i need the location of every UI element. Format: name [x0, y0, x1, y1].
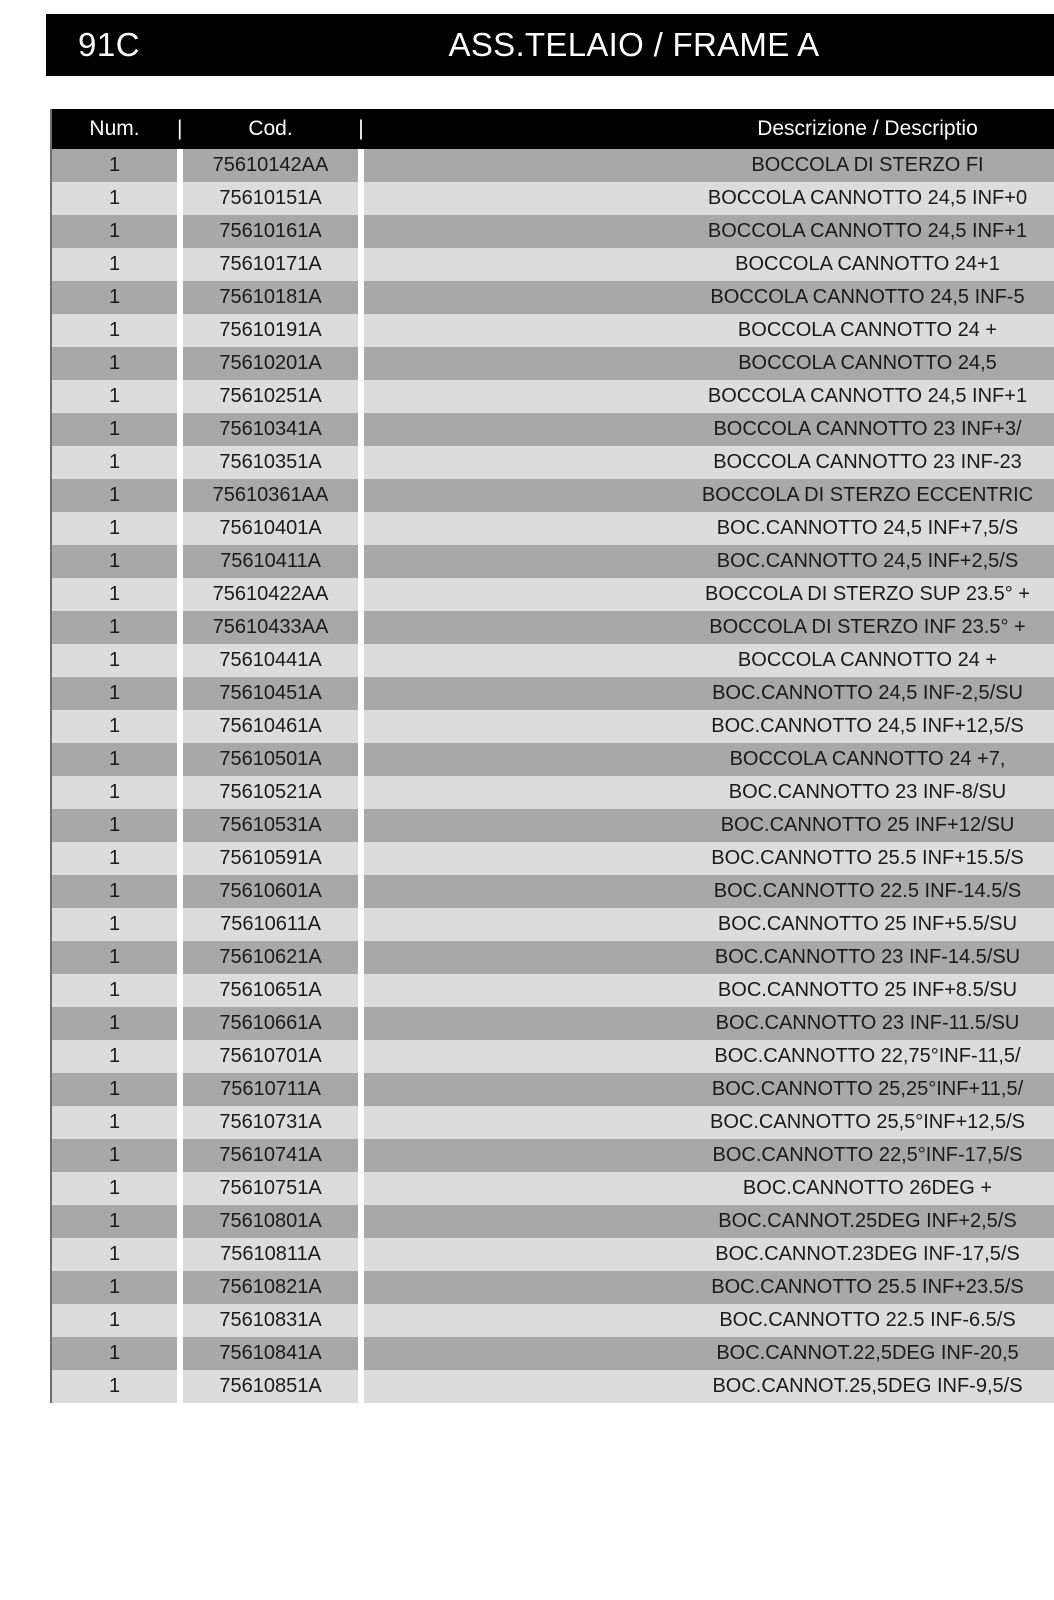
table-row — [51, 1106, 1054, 1139]
cell-cod: 75610751A — [183, 1172, 358, 1205]
column-header-num: Num. — [51, 109, 177, 149]
table-row — [51, 1205, 1054, 1238]
cell-description: BOCCOLA CANNOTTO 23 INF-23 — [364, 446, 1054, 479]
cell-description: BOC.CANNOT.23DEG INF-17,5/S — [364, 1238, 1054, 1271]
cell-num: 1 — [51, 1139, 177, 1172]
cell-cod: 75610341A — [183, 413, 358, 446]
cell-num: 1 — [51, 479, 177, 512]
table-row — [51, 743, 1054, 776]
cell-num: 1 — [51, 809, 177, 842]
table-row — [51, 1073, 1054, 1106]
table-row — [51, 512, 1054, 545]
table-row — [51, 1172, 1054, 1205]
cell-description: BOCCOLA CANNOTTO 24,5 INF+1 — [364, 215, 1054, 248]
cell-description: BOCCOLA CANNOTTO 24 +7, — [364, 743, 1054, 776]
cell-cod: 75610151A — [183, 182, 358, 215]
table-row — [51, 446, 1054, 479]
parts-table-container — [50, 109, 1054, 1403]
cell-description: BOC.CANNOTTO 22,5°INF-17,5/S — [364, 1139, 1054, 1172]
cell-description: BOC.CANNOTTO 26DEG + — [364, 1172, 1054, 1205]
cell-num: 1 — [51, 644, 177, 677]
cell-description: BOC.CANNOT.25,5DEG INF-9,5/S — [364, 1370, 1054, 1403]
table-row — [51, 941, 1054, 974]
cell-cod: 75610422AA — [183, 578, 358, 611]
cell-cod: 75610651A — [183, 974, 358, 1007]
table-row — [51, 545, 1054, 578]
cell-cod: 75610851A — [183, 1370, 358, 1403]
title-bar — [46, 14, 1054, 76]
cell-description: BOCCOLA DI STERZO SUP 23.5° + — [364, 578, 1054, 611]
page-title: ASS.TELAIO / FRAME A — [448, 26, 820, 63]
table-row — [51, 611, 1054, 644]
table-row — [51, 578, 1054, 611]
page-code: 91C — [78, 26, 141, 63]
table-header-row — [51, 109, 1054, 149]
cell-num: 1 — [51, 677, 177, 710]
column-separator-1: | — [177, 109, 183, 149]
cell-num: 1 — [51, 1172, 177, 1205]
cell-num: 1 — [51, 1238, 177, 1271]
cell-cod: 75610171A — [183, 248, 358, 281]
cell-cod: 75610251A — [183, 380, 358, 413]
cell-num: 1 — [51, 743, 177, 776]
cell-cod: 75610601A — [183, 875, 358, 908]
cell-num: 1 — [51, 611, 177, 644]
cell-num: 1 — [51, 1106, 177, 1139]
table-row — [51, 710, 1054, 743]
table-row — [51, 1337, 1054, 1370]
cell-description: BOC.CANNOTTO 22.5 INF-6.5/S — [364, 1304, 1054, 1337]
cell-cod: 75610191A — [183, 314, 358, 347]
cell-num: 1 — [51, 182, 177, 215]
cell-num: 1 — [51, 1271, 177, 1304]
cell-num: 1 — [51, 248, 177, 281]
cell-description: BOCCOLA CANNOTTO 24,5 INF-5 — [364, 281, 1054, 314]
table-row — [51, 281, 1054, 314]
cell-cod: 75610701A — [183, 1040, 358, 1073]
cell-cod: 75610731A — [183, 1106, 358, 1139]
cell-cod: 75610161A — [183, 215, 358, 248]
cell-cod: 75610411A — [183, 545, 358, 578]
cell-num: 1 — [51, 446, 177, 479]
table-row — [51, 842, 1054, 875]
cell-cod: 75610591A — [183, 842, 358, 875]
cell-num: 1 — [51, 710, 177, 743]
table-row — [51, 974, 1054, 1007]
cell-description: BOC.CANNOTTO 25 INF+8.5/SU — [364, 974, 1054, 1007]
cell-description: BOC.CANNOTTO 22.5 INF-14.5/S — [364, 875, 1054, 908]
table-row — [51, 1370, 1054, 1403]
cell-description: BOC.CANNOTTO 23 INF-8/SU — [364, 776, 1054, 809]
cell-description: BOCCOLA CANNOTTO 24,5 — [364, 347, 1054, 380]
cell-description: BOCCOLA DI STERZO ECCENTRIC — [364, 479, 1054, 512]
cell-cod: 75610451A — [183, 677, 358, 710]
table-row — [51, 380, 1054, 413]
cell-cod: 75610142AA — [183, 149, 358, 182]
cell-description: BOC.CANNOTTO 23 INF-14.5/SU — [364, 941, 1054, 974]
table-row — [51, 1271, 1054, 1304]
cell-description: BOC.CANNOTTO 25.5 INF+15.5/S — [364, 842, 1054, 875]
cell-description: BOC.CANNOTTO 24,5 INF+2,5/S — [364, 545, 1054, 578]
cell-num: 1 — [51, 545, 177, 578]
cell-description: BOC.CANNOTTO 25 INF+5.5/SU — [364, 908, 1054, 941]
table-row — [51, 215, 1054, 248]
cell-description: BOCCOLA CANNOTTO 24,5 INF+1 — [364, 380, 1054, 413]
cell-description: BOC.CANNOTTO 25,25°INF+11,5/ — [364, 1073, 1054, 1106]
table-row — [51, 908, 1054, 941]
cell-num: 1 — [51, 842, 177, 875]
cell-cod: 75610621A — [183, 941, 358, 974]
cell-cod: 75610361AA — [183, 479, 358, 512]
cell-num: 1 — [51, 875, 177, 908]
cell-cod: 75610741A — [183, 1139, 358, 1172]
cell-description: BOC.CANNOTTO 25 INF+12/SU — [364, 809, 1054, 842]
cell-cod: 75610801A — [183, 1205, 358, 1238]
cell-num: 1 — [51, 1073, 177, 1106]
cell-description: BOCCOLA CANNOTTO 24,5 INF+0 — [364, 182, 1054, 215]
cell-num: 1 — [51, 578, 177, 611]
cell-description: BOC.CANNOTTO 22,75°INF-11,5/ — [364, 1040, 1054, 1073]
table-row — [51, 248, 1054, 281]
table-row — [51, 182, 1054, 215]
cell-cod: 75610531A — [183, 809, 358, 842]
cell-num: 1 — [51, 413, 177, 446]
cell-cod: 75610401A — [183, 512, 358, 545]
cell-cod: 75610441A — [183, 644, 358, 677]
cell-cod: 75610181A — [183, 281, 358, 314]
cell-cod: 75610351A — [183, 446, 358, 479]
table-row — [51, 1007, 1054, 1040]
cell-num: 1 — [51, 941, 177, 974]
table-row — [51, 479, 1054, 512]
cell-num: 1 — [51, 776, 177, 809]
cell-num: 1 — [51, 1007, 177, 1040]
cell-num: 1 — [51, 1304, 177, 1337]
table-row — [51, 677, 1054, 710]
cell-num: 1 — [51, 974, 177, 1007]
cell-num: 1 — [51, 347, 177, 380]
cell-description: BOC.CANNOTTO 25.5 INF+23.5/S — [364, 1271, 1054, 1304]
table-row — [51, 1304, 1054, 1337]
cell-cod: 75610433AA — [183, 611, 358, 644]
cell-description: BOCCOLA CANNOTTO 23 INF+3/ — [364, 413, 1054, 446]
cell-description: BOC.CANNOT.25DEG INF+2,5/S — [364, 1205, 1054, 1238]
cell-cod: 75610661A — [183, 1007, 358, 1040]
cell-num: 1 — [51, 149, 177, 182]
cell-num: 1 — [51, 1337, 177, 1370]
table-row — [51, 875, 1054, 908]
cell-num: 1 — [51, 1040, 177, 1073]
cell-num: 1 — [51, 1205, 177, 1238]
cell-cod: 75610501A — [183, 743, 358, 776]
cell-description: BOC.CANNOTTO 24,5 INF-2,5/SU — [364, 677, 1054, 710]
cell-num: 1 — [51, 314, 177, 347]
table-row — [51, 1238, 1054, 1271]
table-row — [51, 1040, 1054, 1073]
cell-description: BOCCOLA DI STERZO INF 23.5° + — [364, 611, 1054, 644]
column-header-description: Descrizione / Descriptio — [364, 109, 1054, 149]
column-separator-2: | — [358, 109, 364, 149]
column-header-cod: Cod. — [183, 109, 358, 149]
cell-num: 1 — [51, 380, 177, 413]
cell-description: BOCCOLA CANNOTTO 24+1 — [364, 248, 1054, 281]
table-row — [51, 809, 1054, 842]
cell-num: 1 — [51, 512, 177, 545]
cell-description: BOC.CANNOTTO 24,5 INF+7,5/S — [364, 512, 1054, 545]
cell-cod: 75610201A — [183, 347, 358, 380]
table-row — [51, 413, 1054, 446]
cell-cod: 75610811A — [183, 1238, 358, 1271]
parts-table — [50, 109, 1054, 1403]
cell-description: BOC.CANNOT.22,5DEG INF-20,5 — [364, 1337, 1054, 1370]
cell-description: BOC.CANNOTTO 25,5°INF+12,5/S — [364, 1106, 1054, 1139]
table-header — [51, 109, 1054, 149]
cell-num: 1 — [51, 1370, 177, 1403]
cell-num: 1 — [51, 215, 177, 248]
cell-cod: 75610461A — [183, 710, 358, 743]
cell-description: BOCCOLA CANNOTTO 24 + — [364, 314, 1054, 347]
table-body — [51, 149, 1054, 1403]
cell-description: BOCCOLA CANNOTTO 24 + — [364, 644, 1054, 677]
cell-description: BOCCOLA DI STERZO FI — [364, 149, 1054, 182]
cell-description: BOC.CANNOTTO 24,5 INF+12,5/S — [364, 710, 1054, 743]
cell-cod: 75610611A — [183, 908, 358, 941]
table-row — [51, 347, 1054, 380]
table-row — [51, 314, 1054, 347]
table-row — [51, 644, 1054, 677]
table-row — [51, 1139, 1054, 1172]
cell-cod: 75610521A — [183, 776, 358, 809]
cell-cod: 75610841A — [183, 1337, 358, 1370]
table-row — [51, 776, 1054, 809]
cell-description: BOC.CANNOTTO 23 INF-11.5/SU — [364, 1007, 1054, 1040]
cell-num: 1 — [51, 281, 177, 314]
cell-cod: 75610711A — [183, 1073, 358, 1106]
table-row — [51, 149, 1054, 182]
cell-cod: 75610831A — [183, 1304, 358, 1337]
cell-cod: 75610821A — [183, 1271, 358, 1304]
cell-num: 1 — [51, 908, 177, 941]
